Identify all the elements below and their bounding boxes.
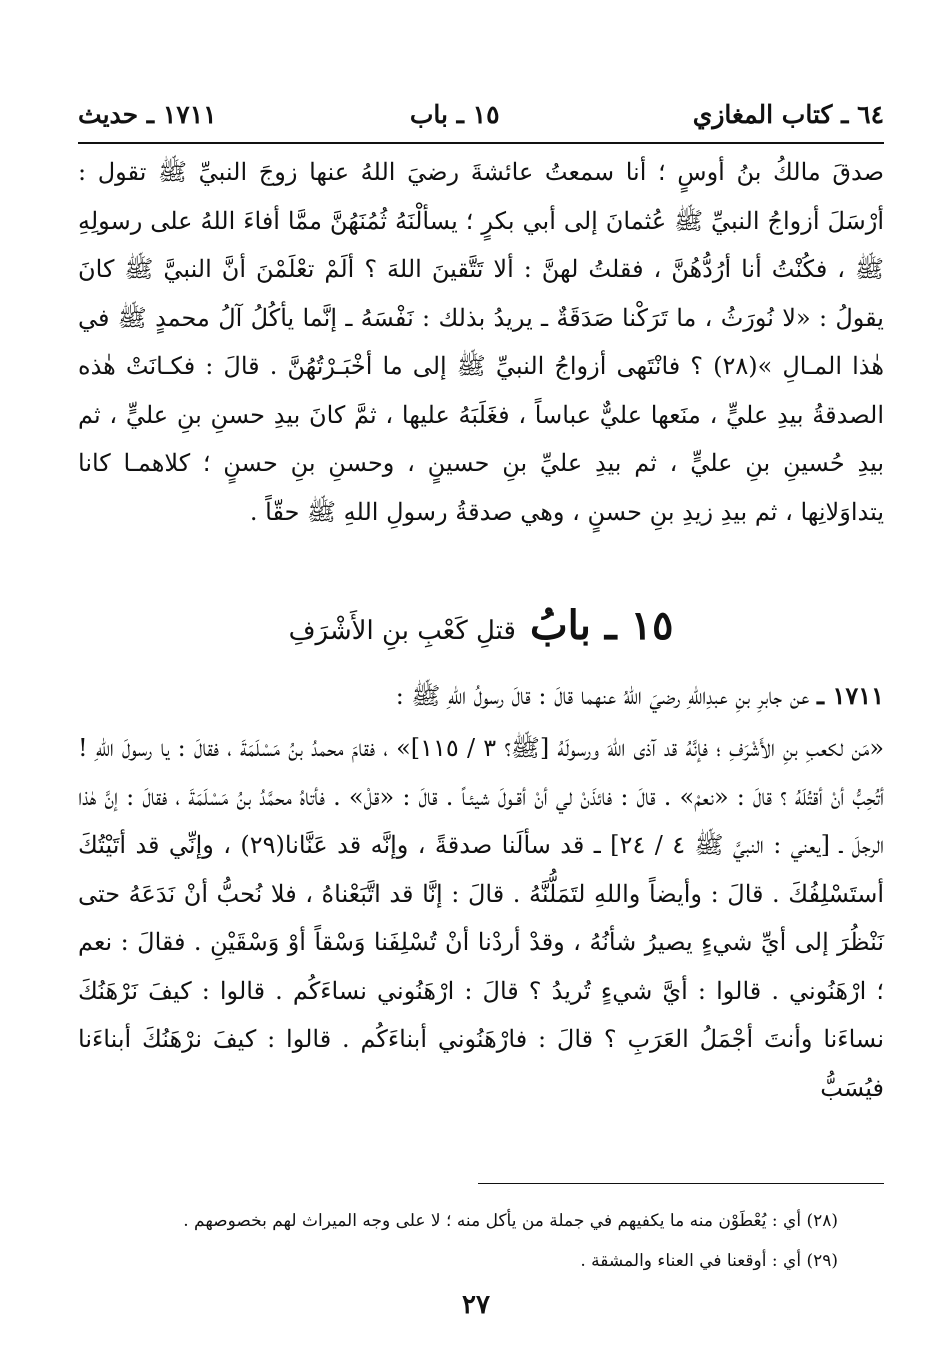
footnote: (٢٩) أي : أوقعنا في العناء والمشقة . — [580, 1251, 838, 1271]
chapter-number: ١٥ ـ بابُ — [529, 602, 674, 649]
chapter-heading — [78, 602, 884, 664]
hadith-intro-text: عن جابرِ بنِ عبدِاللهِ رضيَ اللهُ عنهما قالَ : قالَ رسولُ اللهِ ﷺ : — [395, 682, 810, 710]
hadith-intro — [78, 672, 884, 721]
running-header — [78, 88, 884, 140]
page-number: ٢٧ — [462, 1290, 490, 1320]
chapter-title: قتلِ كَعْبِ بنِ الأَشْرَفِ — [288, 616, 516, 646]
body-paragraph: «مَن لكعبِ بنِ الأَشْرَفِ ؛ فإنَّهُ قد آذى اللهَ ورسولَهُ [ﷺ؟ ٣ / ١١٥]» ، فقامَ محمدُ بنُ مَسْلَمَةَ ، فقالَ : يا رسولَ اللهِ ! أتُحِبُّ أنْ أقتُلَهُ ؟ قالَ : «نعمْ» . قالَ : فائذَنْ لي أنْ أقـولَ شيئـاً . قالَ : «قلْ» . فأتاهُ محمَّدُ بنُ مَسْلَمَةَ ، فقالَ : إنَّ هٰذا الرجلَ ـ [يعني : النبيَّ ﷺ ٤ / ٢٤] ـ قد سألَنا صدقةً ، وإنَّه قد عَنَّانا(٢٩) ، وإنِّي قد أتَيْتُكَ أستَسْلِفُكَ . قالَ : وأيضاً واللهِ لتَمَلُّنَّهُ . قالَ : إنَّا قد اتَّبَعْناهُ ، فلا نُحبُّ أنْ نَدَعَهُ حتى نَنْظُرَ إلى أيِّ شيءٍ يصيرُ شأنُهُ ، وقدْ أردْنا أنْ تُسْلِفَنا وَسْقاً أوْ وَسْقَيْنِ . فقالَ : نعم ؛ ارْهَنُوني . قالوا : أيَّ شيءٍ تُريدُ ؟ قالَ : ارْهَنُوني نساءَكُم . قالوا : كيفَ نَرْهَنُكَ نساءَنا وأنتَ أجْمَلُ العَرَبِ ؟ قالَ : فارْهَنُوني أبناءَكُم . قالوا : كيفَ نرْهَنُكَ أبناءَنا فيُسَبُّ — [78, 734, 885, 1102]
header-hadith-number: ١٧١١ ـ حديث — [78, 99, 217, 129]
footnote: (٢٨) أي : يُعْطَوْن منه ما يكفيهم في جملة من يأكل منه ؛ لا على وجه الميراث لهم بخصوصهم . — [183, 1211, 838, 1231]
footnote-divider — [478, 1183, 884, 1184]
body-paragraph: صدقَ مالكُ بنُ أوسٍ ؛ أنا سمعتُ عائشةَ رضيَ اللهُ عنها زوجَ النبيِّ ﷺ تقول : أرْسَلَ أزواجُ النبيِّ ﷺ عُثمانَ إلى أبي بكرٍ ؛ يسألْنَهُ ثُمُنَهُنَّ ممَّا أفاءَ اللهُ على رسولِهِ ﷺ ، فكُنْتُ أنا أرُدُّهُنَّ ، فقلتُ لهنَّ : ألا تَتَّقينَ اللهَ ؟ ألَمْ تعْلَمْنَ أنَّ النبيَّ ﷺ كانَ يقولُ : «لا نُورَثُ ، ما تَرَكْنا صَدَقَةٌ ـ يريدُ بذلك : نَفْسَهُ ـ إنَّما يأكُلُ آلُ محمدٍ ﷺ في هٰذا المـالِ »(٢٨) ؟ فانْتَهى أزواجُ النبيِّ ﷺ إلى ما أخْبَـرْتُهُنَّ . قالَ : فكـانَتْ هٰذه الصدقةُ بيدِ عليٍّ ، منَعها عليٌّ عباساً ، فغَلَبَهُ عليها ، ثمَّ كانَ بيدِ حسنِ بنِ عليٍّ ، ثم بيدِ حُسينِ بنِ عليٍّ ، ثم بيدِ عليِّ بنِ حسينٍ ، وحسنِ بنِ حسنٍ ؛ كلاهمـا كانا يتداوَلانِها ، ثم بيدِ زيدِ بنِ حسنٍ ، وهي صدقةُ رسولِ اللهِ ﷺ حقّاً . — [78, 158, 885, 526]
hadith-number: ١٧١١ ـ — [817, 681, 884, 710]
header-chapter-title: ١٥ ـ باب — [409, 99, 500, 129]
header-divider — [78, 142, 884, 144]
header-book-title: ٦٤ ـ كتاب المغازي — [692, 99, 884, 129]
